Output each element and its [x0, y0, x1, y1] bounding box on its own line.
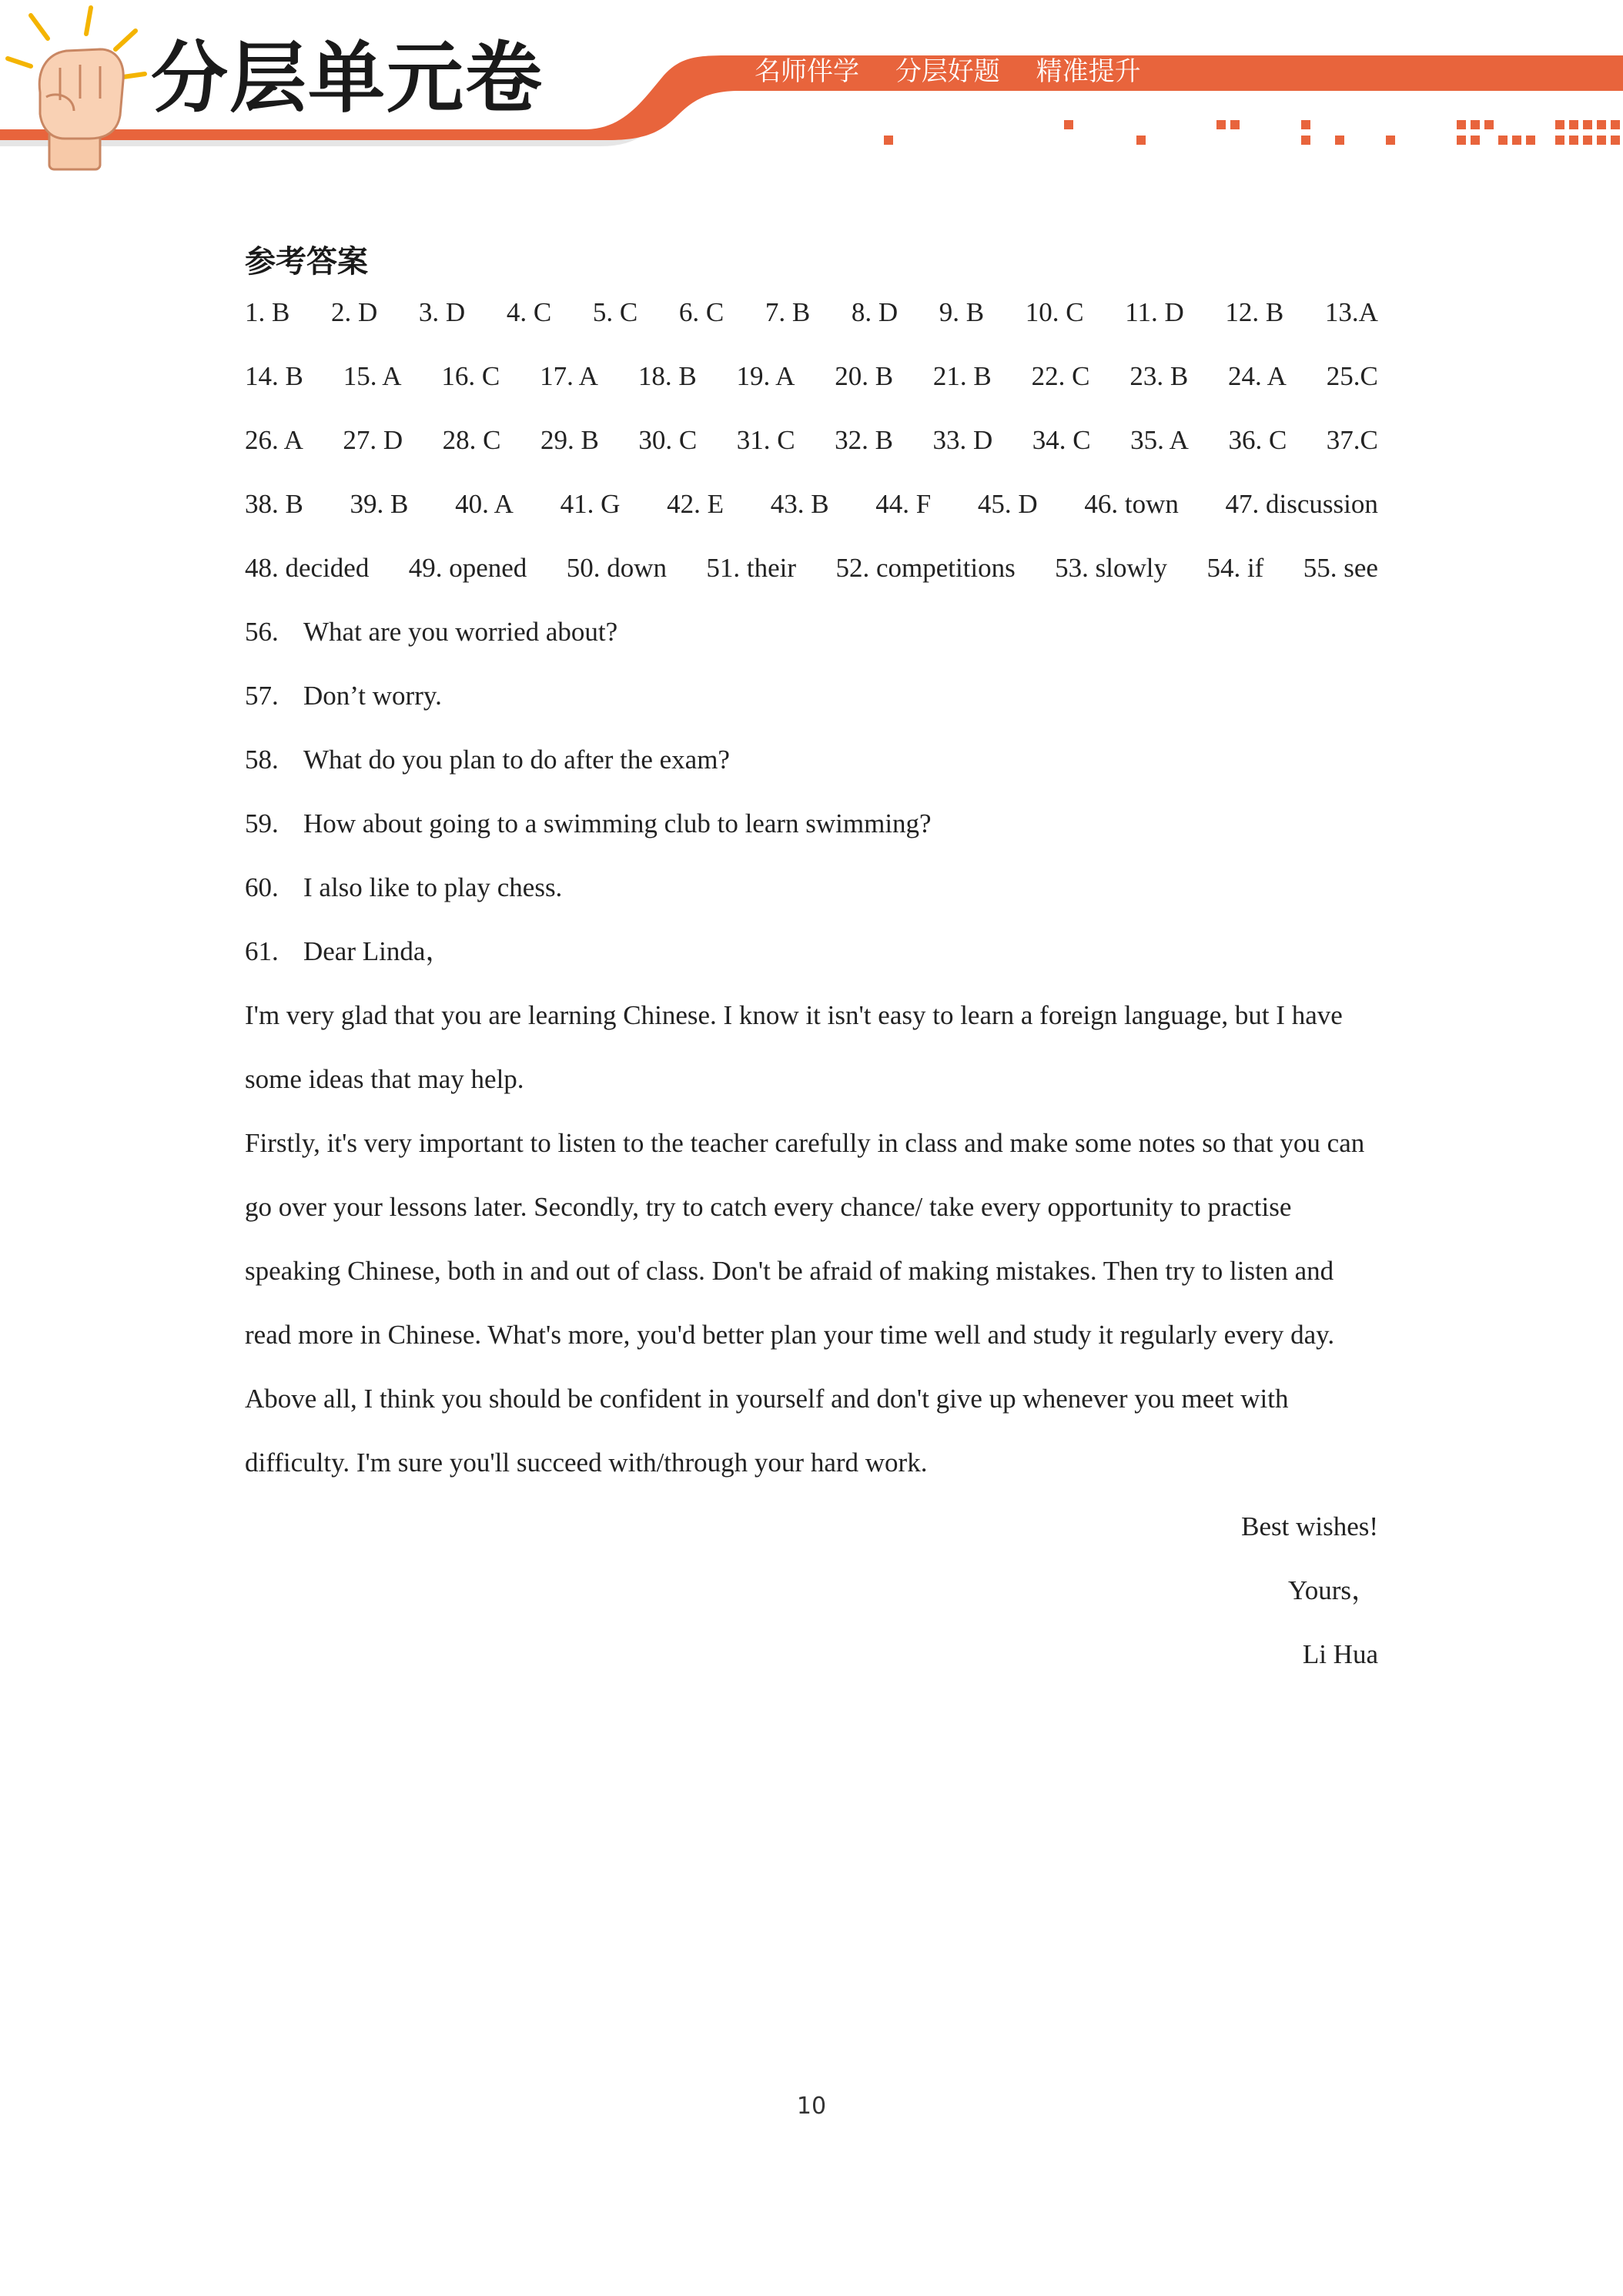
answer-item: 25.C — [1326, 361, 1378, 391]
answer-item: 28. C — [442, 425, 501, 455]
answer-item: 51. their — [706, 553, 797, 583]
sentence-60 — [245, 855, 1378, 919]
answer-item: 16. C — [441, 361, 500, 391]
item-number: 56. — [245, 617, 279, 647]
answer-item: 10. C — [1025, 297, 1084, 327]
answer-item: 47. discussion — [1225, 489, 1378, 519]
item-number: 60. — [245, 872, 279, 902]
answer-item: 27. D — [343, 425, 403, 455]
answer-item: 38. B — [245, 489, 303, 519]
slogan-2: 分层好题 — [895, 56, 1000, 87]
brand-title: 分层单元卷 — [151, 33, 544, 123]
answer-item: 2. D — [331, 297, 378, 327]
answer-item: 24. A — [1228, 361, 1287, 391]
answer-item: 6. C — [678, 297, 724, 327]
answer-item: 7. B — [765, 297, 811, 327]
answer-row-4 — [245, 472, 1378, 536]
sentence-text: What are you worried about? — [303, 617, 618, 647]
answer-item: 41. G — [560, 489, 621, 519]
item-number: 58. — [245, 745, 279, 775]
letter-closing: Best wishes! — [1241, 1511, 1378, 1541]
answer-item: 49. opened — [408, 553, 527, 583]
slogan-1: 名师伴学 — [755, 56, 859, 87]
answer-item: 48. decided — [245, 553, 370, 583]
answer-item: 39. B — [350, 489, 409, 519]
answer-item: 23. B — [1129, 361, 1189, 391]
answer-item: 4. C — [506, 297, 552, 327]
answer-item: 13.A — [1324, 297, 1378, 327]
answer-item: 53. slowly — [1055, 553, 1168, 583]
answer-item: 18. B — [637, 361, 697, 391]
answer-item: 44. F — [875, 489, 932, 519]
answer-item: 12. B — [1225, 297, 1284, 327]
page-header — [0, 0, 1623, 177]
item-number: 57. — [245, 681, 279, 711]
answer-row-1 — [245, 280, 1378, 344]
letter-greeting: Dear Linda， — [303, 936, 453, 966]
letter-signoff: Yours， — [1287, 1575, 1378, 1605]
letter-signature: Li Hua — [1302, 1639, 1378, 1669]
answer-item: 32. B — [835, 425, 893, 455]
answer-item: 20. B — [835, 361, 894, 391]
answer-item: 22. C — [1031, 361, 1090, 391]
sentence-57 — [245, 664, 1378, 728]
answer-item: 19. A — [736, 361, 795, 391]
answer-item: 1. B — [245, 297, 290, 327]
answer-item: 37.C — [1326, 425, 1378, 455]
pixel-decoration — [884, 120, 1620, 145]
section-title: 参考答案 — [245, 244, 368, 279]
answer-item: 9. B — [939, 297, 985, 327]
slogan-3: 精准提升 — [1036, 56, 1141, 87]
answer-item: 3. D — [418, 297, 466, 327]
answer-key-content — [245, 231, 1378, 1686]
sentence-text: I also like to play chess. — [303, 872, 563, 902]
answer-item: 30. C — [638, 425, 698, 455]
answer-item: 17. A — [540, 361, 598, 391]
letter-paragraph-1: I'm very glad that you are learning Chinese. I know it isn't easy to learn a foreign language, but I have some ideas that may help. — [245, 1000, 1343, 1094]
answer-item: 52. competitions — [835, 553, 1016, 583]
sentence-59 — [245, 792, 1378, 855]
item-number: 59. — [245, 808, 279, 838]
answer-item: 34. C — [1032, 425, 1091, 455]
sentence-61 — [245, 919, 1378, 983]
answer-item: 31. C — [736, 425, 795, 455]
answer-item: 21. B — [932, 361, 992, 391]
answer-item: 5. C — [592, 297, 638, 327]
answer-item: 35. A — [1130, 425, 1189, 455]
answer-item: 42. E — [667, 489, 724, 519]
answer-row-5 — [245, 536, 1378, 600]
sentence-58 — [245, 728, 1378, 792]
sentence-56 — [245, 600, 1378, 664]
answer-item: 8. D — [851, 297, 899, 327]
item-number: 61. — [245, 936, 279, 966]
answer-item: 11. D — [1125, 297, 1184, 327]
letter-paragraph-2: Firstly, it's very important to listen to the teacher carefully in class and make some notes so that you can go over your lessons later. Secondly, try to catch every chance/ take every opportunity to practise speaking Chinese, both in and out of class. Don't be afraid of making mistakes. Then try to listen and read more in Chinese. What's more, you'd better plan your time well and study it regularly every day. Above all, I think you should be confident in yourself and don't give up whenever you meet with difficulty. I'm sure you'll succeed with/through your hard work. — [245, 1128, 1365, 1478]
answer-item: 33. D — [932, 425, 993, 455]
sentence-text: How about going to a swimming club to learn swimming? — [303, 808, 932, 838]
answer-item: 26. A — [245, 425, 303, 455]
answer-item: 14. B — [245, 361, 303, 391]
answer-item: 36. C — [1228, 425, 1287, 455]
answer-item: 15. A — [343, 361, 402, 391]
answer-row-2 — [245, 344, 1378, 408]
answer-item: 55. see — [1303, 553, 1378, 583]
answer-item: 54. if — [1206, 553, 1264, 583]
answer-item: 46. town — [1084, 489, 1179, 519]
answer-item: 50. down — [566, 553, 667, 583]
sentence-text: Don’t worry. — [303, 681, 442, 711]
answer-item: 43. B — [770, 489, 829, 519]
answer-row-3 — [245, 408, 1378, 472]
sentence-text: What do you plan to do after the exam? — [303, 745, 730, 775]
header-slogan — [755, 56, 1169, 87]
answer-item: 29. B — [540, 425, 599, 455]
answer-item: 45. D — [977, 489, 1038, 519]
page-number: 10 — [796, 2093, 827, 2120]
answer-item: 40. A — [455, 489, 514, 519]
